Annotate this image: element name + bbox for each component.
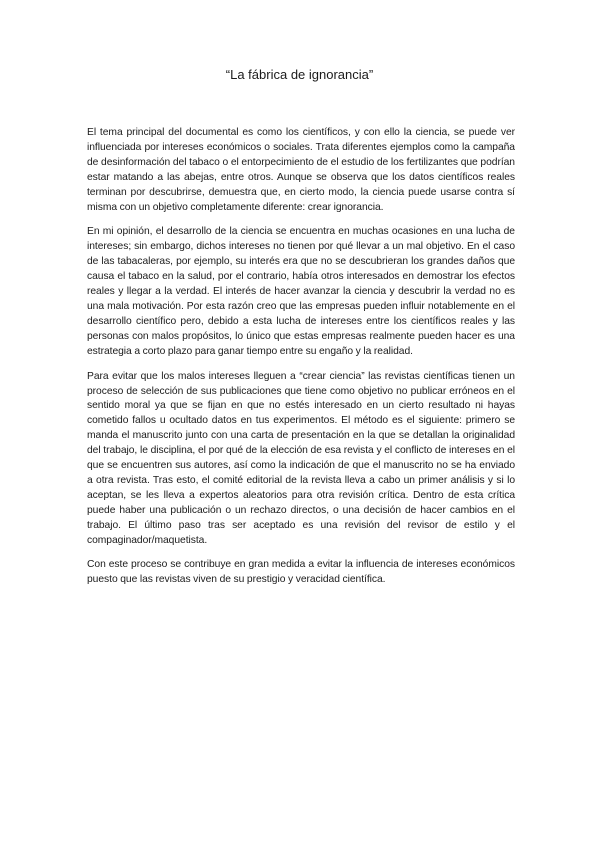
document-title: “La fábrica de ignorancia” [225, 67, 374, 82]
document-body [87, 126, 515, 598]
paragraph-conclusion: Con este proceso se contribuye en gran medida a evitar la influencia de intereses económicos puesto que las revistas viven de su prestigio y veracidad científica. [87, 559, 515, 586]
paragraph-summary: El tema principal del documental es como los científicos, y con ello la ciencia, se puede ver influenciada por intereses económicos o sociales. Trata diferentes ejemplos como la campaña de desinformación del tabaco o el entorpecimiento de el estudio de los fertilizantes que podrían estar matando a las abejas, entre otros. Aunque se observa que los datos científicos reales terminan por descubrirse, demuestra que, en cierto modo, la ciencia puede usarse contra sí misma con un objetivo completamente diferente: crear ignorancia. [87, 127, 515, 213]
paragraph-review-process: Para evitar que los malos intereses lleguen a “crear ciencia” las revistas científicas tienen un proceso de selección de sus publicaciones que tiene como objetivo no publicar erróneos en el sentido moral ya que se fijan en que no estés interesado en un cierto resultado ni hayas cometido fallos u ocultado datos en tus experimentos. El método es el siguiente: primero se manda el manuscrito junto con una carta de presentación en la que se detallan la originalidad del trabajo, le disciplina, el por qué de la elección de esa revista y el conflicto de intereses en el que se encuentren sus autores, así como la indicación de que el manuscrito no se ha enviado a otra revista. Tras esto, el comité editorial de la revista lleva a cabo un primer análisis y si lo aceptan, se les lleva a expertos aleatorios para otra revisión crítica. Dentro de esta crítica puede haber una publicación o un rechazo directos, o una decisión de hacer cambios en el trabajo. El último paso tras ser aceptado es una revisión del revisor de estilo y el compaginador/maquetista. [87, 370, 515, 546]
paragraph-opinion: En mi opinión, el desarrollo de la ciencia se encuentra en muchas ocasiones en una lucha de intereses; sin embargo, dichos intereses no tienen por qué llevar a un mal objetivo. En el caso de las tabacaleras, por ejemplo, su interés era que no se descubrieran los grandes daños que causa el tabaco en la salud, por el contrario, había otros interesados en demostrar los efectos reales y llegar a la verdad. El interés de hacer avanzar la ciencia y descubrir la verdad no es una mala motivación. Por esta razón creo que las empresas pueden influir notablemente en el desarrollo científico pero, debido a esta lucha de intereses entre los científicos reales y las personas con malos propósitos, lo único que estas empresas realmente pueden hacer es una estrategia a corto plazo para ganar tiempo entre su engaño y la realidad. [87, 226, 515, 357]
